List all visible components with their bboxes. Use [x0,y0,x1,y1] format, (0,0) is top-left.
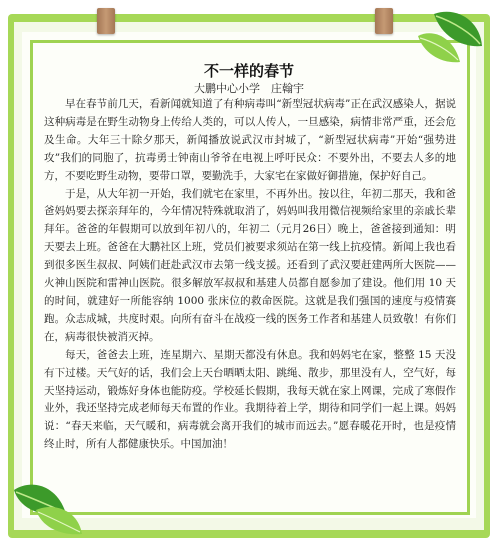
leaf-bottom-left-icon [6,470,86,540]
article-title: 不一样的春节 [203,62,294,80]
border-line-bottom [30,512,470,515]
article-body [44,96,456,454]
paragraph-1: 早在春节前几天，看新闻就知道了有种病毒叫“新型冠状病毒”正在武汉感染人，据说这种病毒是在野生动物身上传给人类的，可以人传人，一旦感染，病情非常严重，还会危及生命。大年三十除夕那天，新闻播放说武汉市封城了，“新型冠状病毒”开始“强势进攻”我们的同胞了，抗毒勇士钟南山爷爷在电视上呼吁民众：不要外出，不要去人多的地方，不要吃野生动物，要带口罩，要勤洗手，大家宅在家做好御措施，保护好自己。 [44,98,456,182]
clip-left-icon [97,8,115,34]
border-line-right [467,40,470,514]
border-line-top [30,40,470,43]
paragraph-2: 于是，从大年初一开始，我们就宅在家里，不再外出。按以往，年初二那天，我和爸爸妈妈要去探亲拜年的，今年情况特殊就取消了，妈妈叫我用微信视频给家里的亲戚长辈拜年。爸爸的年假期可以放到年初八的，年初二（元月26日）晚上，爸爸接到通知：明天要去上班。爸爸在大鹏社区上班，党员们被要求须站在第一线上抗疫情。新闻上我也看到很多医生叔叔、阿姨们赶赴武汉市去第一线支援。还看到了武汉要赶建两所大医院——火神山医院和雷神山医院。很多解放军叔叔和基建人员都自愿参加了建设。他们用 10 天的时间，就建好一所能容纳 1000 张床位的救命医院。这就是我们强国的速度与疫情赛跑。众志成城，共度时艰。向所有奋斗在战疫一线的医务工作者和基建人员致敬！有你们在，病毒很快被消灭掉。 [44,187,456,343]
article-author: 大鹏中心小学 庄翰宇 [194,82,304,95]
clip-right-icon [375,8,393,34]
border-line-left [30,40,33,514]
paragraph-3: 每天，爸爸去上班，连星期六、星期天都没有休息。我和妈妈宅在家，整整 15 天没有下过楼。天气好的话，我们会上天台晒晒太阳、跳绳、散步，那里没有人，空气好，每天坚持运动，锻炼好身体也能防疫。学校延长假期，我每天就在家上网课，完成了寒假作业外，我还坚持完成老师每天布置的作业。我期待着上学，期待和同学们一起上课。妈妈说：“春天来临，天气暖和，病毒就会离开我们的城市而远去。”愿春暖花开时，也是疫情终止时，所有人都健康快乐。中国加油！ [44,348,456,451]
